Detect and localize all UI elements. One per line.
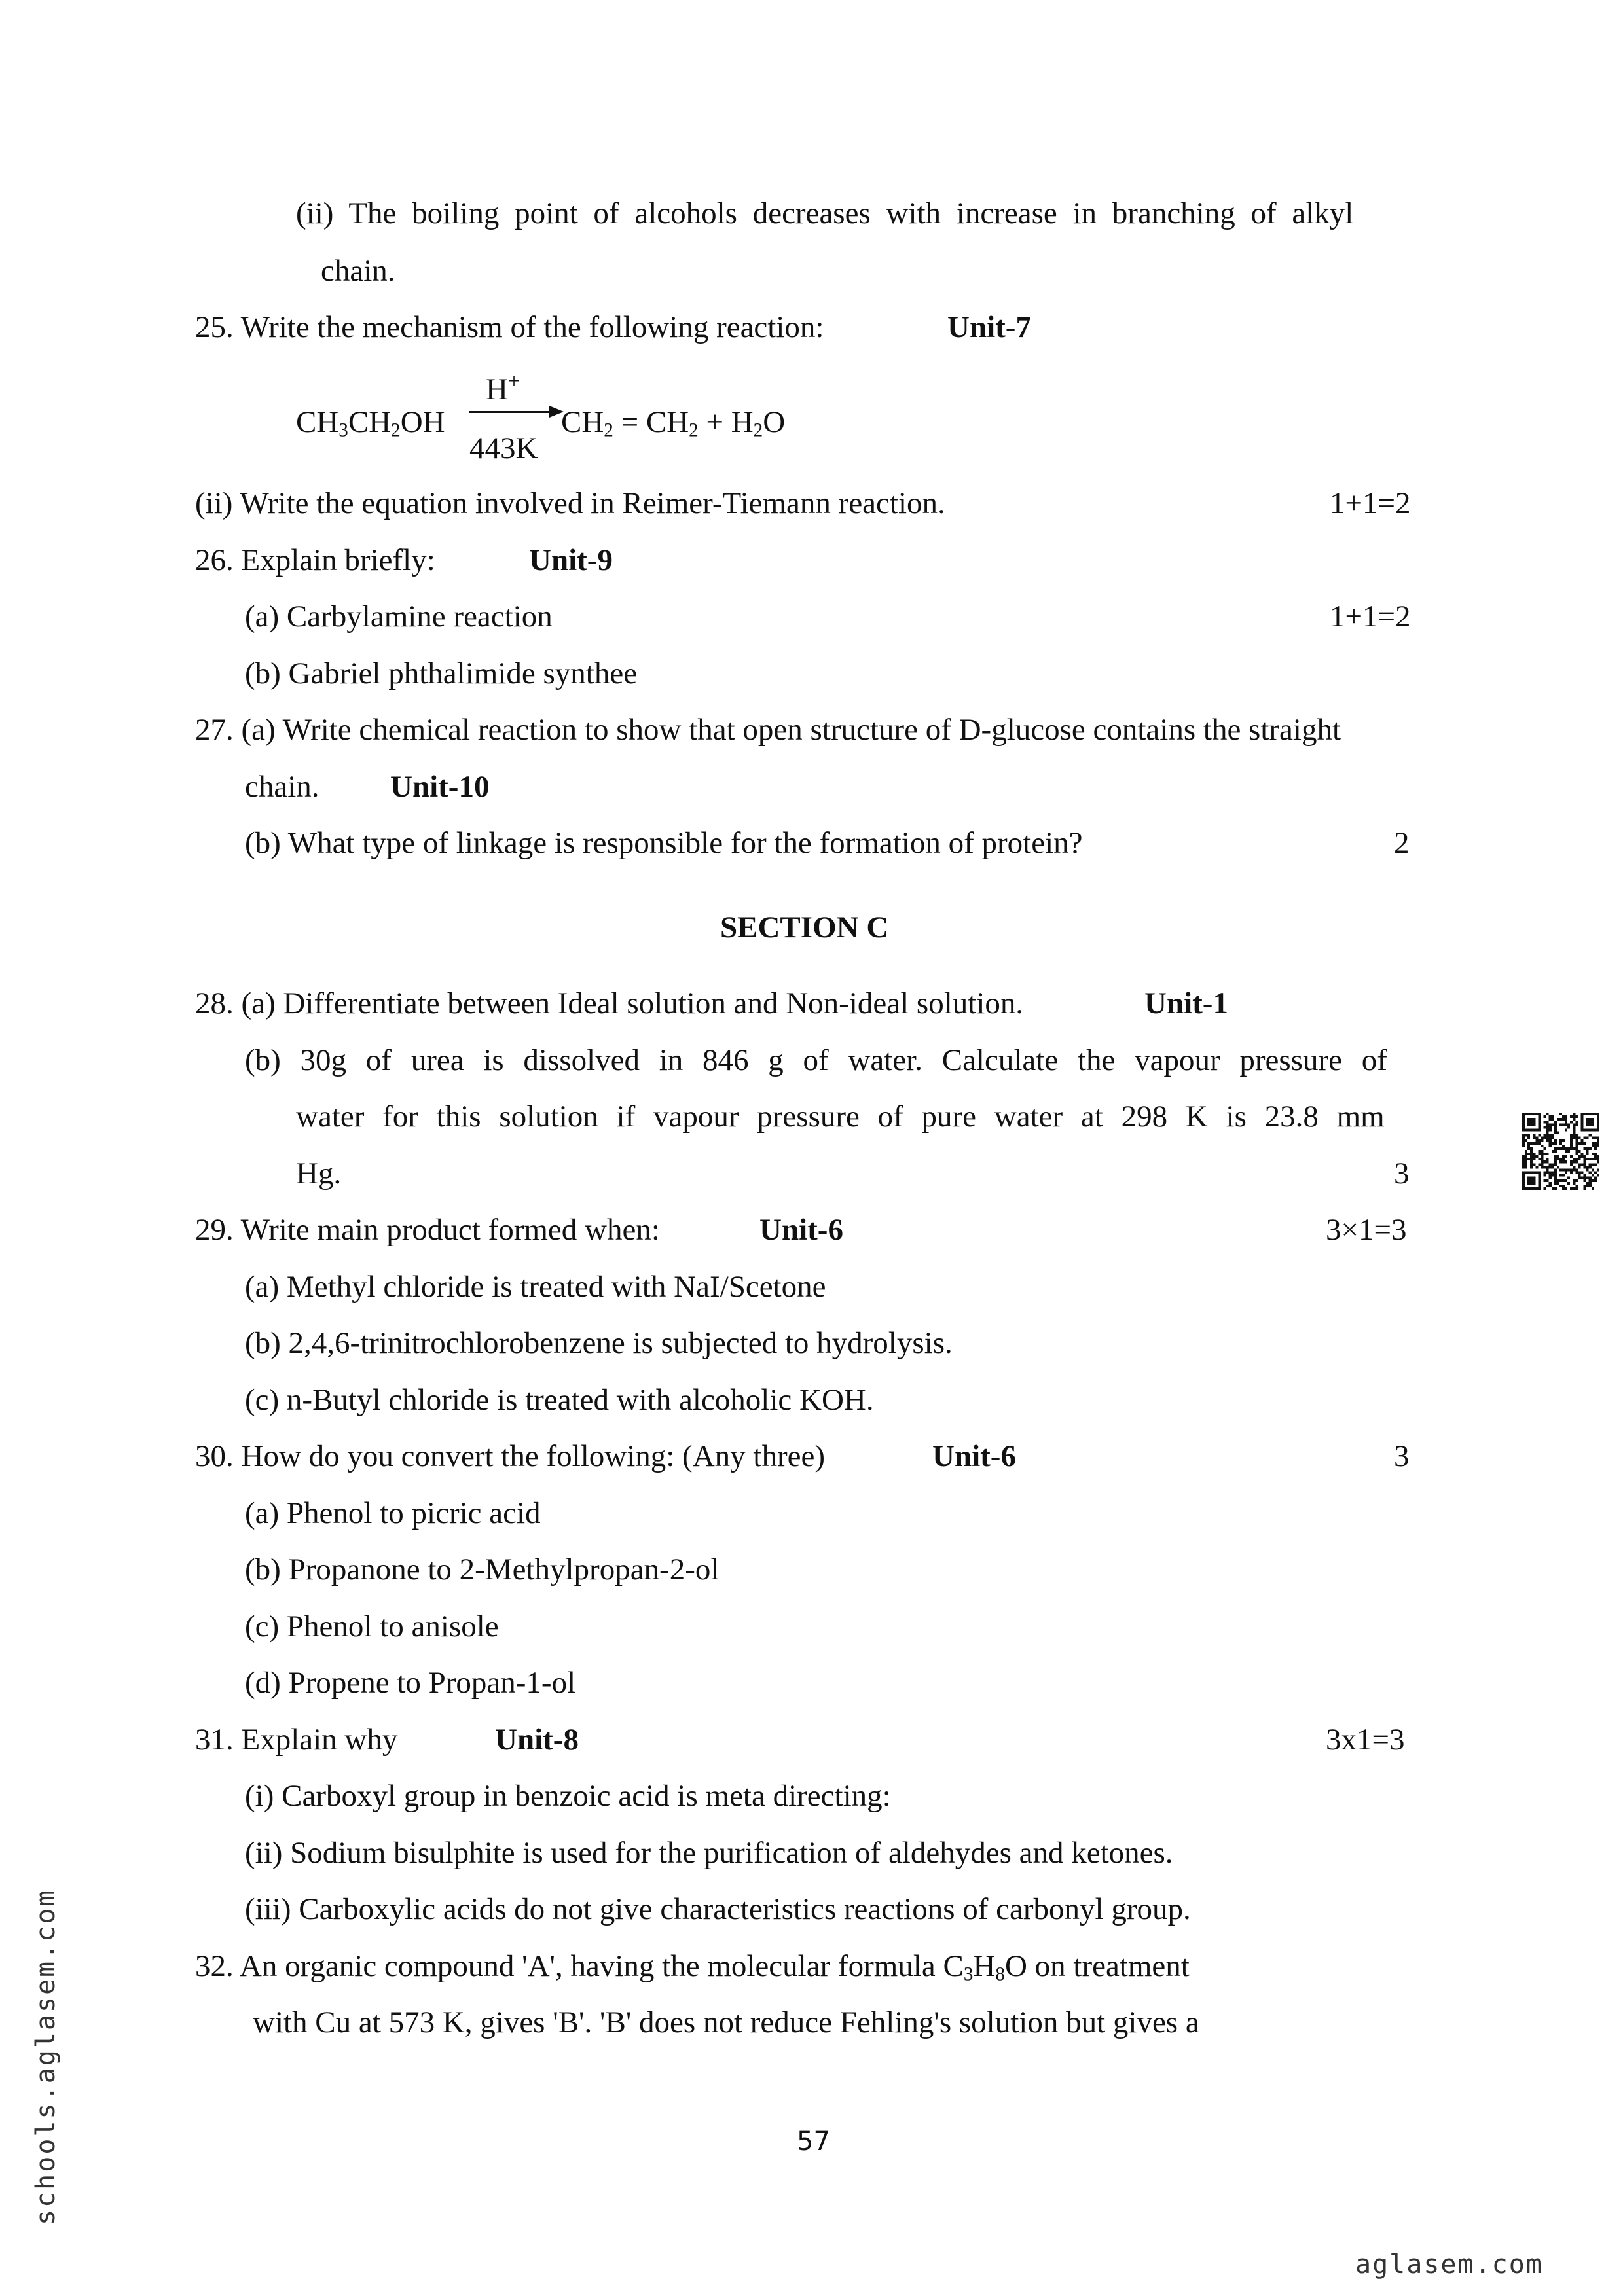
side-watermark: schools.aglasem.com (31, 1888, 61, 2225)
q29-marks: 3×1=3 (1326, 1213, 1407, 1247)
q28-part-b-line-2: water for this solution if vapour pressure of pure water at 298 K is 23.8 mm (296, 1100, 1385, 1134)
q29-part-c: (c) n-Butyl chloride is treated with alcoholic KOH. (245, 1383, 874, 1417)
q27-part-a: 27. (a) Write chemical reaction to show that open structure of D-glucose contains the straight (195, 713, 1341, 747)
q29-question: 29. Write main product formed when: (195, 1213, 660, 1247)
q31-part-ii: (ii) Sodium bisulphite is used for the purification of aldehydes and ketones. (245, 1836, 1173, 1870)
reaction-reactant: $CH_3CH_2OH$ (296, 405, 445, 441)
q26-part-a: (a) Carbylamine reaction (245, 600, 553, 634)
section-heading: SECTION C (720, 910, 889, 944)
q31-part-i: (i) Carboxyl group in benzoic acid is meta directing: (245, 1779, 891, 1813)
q29-part-b: (b) 2,4,6-trinitrochlorobenzene is subjected to hydrolysis. (245, 1326, 953, 1360)
reaction-temperature: 443K (469, 431, 538, 465)
q30-part-d: (d) Propene to Propan-1-ol (245, 1666, 576, 1700)
reaction-catalyst: H+ (486, 369, 520, 406)
q25-unit: Unit-7 (947, 310, 1031, 344)
q31-question: 31. Explain why (195, 1723, 398, 1757)
qr-code-icon (1522, 1113, 1599, 1190)
page-number: 57 (797, 2126, 830, 2157)
q32-line-1: 32. An organic compound 'A', having the molecular formula $C_3H_8O$ on treatment (195, 1949, 1190, 1985)
q31-part-iii: (iii) Carboxylic acids do not give characteristics reactions of carbonyl group. (245, 1892, 1191, 1926)
q27-part-a-continued: chain. (245, 770, 319, 804)
q28-unit: Unit-1 (1144, 986, 1228, 1020)
q25-marks: 1+1=2 (1330, 486, 1411, 520)
q30-unit: Unit-6 (932, 1439, 1016, 1473)
q31-marks: 3x1=3 (1326, 1723, 1405, 1757)
q28-marks: 3 (1394, 1157, 1410, 1191)
reaction-product: $CH_2 = CH_2 + H_2O$ (561, 405, 786, 441)
q31-unit: Unit-8 (495, 1723, 579, 1757)
q30-part-c: (c) Phenol to anisole (245, 1609, 499, 1643)
footer-watermark: aglasem.com (1355, 2250, 1543, 2280)
q25-question: 25. Write the mechanism of the following reaction: (195, 310, 824, 344)
q26-question: 26. Explain briefly: (195, 543, 435, 577)
q24-ii-line-2: chain. (321, 254, 395, 288)
reaction-arrow-icon (469, 411, 561, 413)
q30-question: 30. How do you convert the following: (Any three) (195, 1439, 825, 1473)
q29-part-a: (a) Methyl chloride is treated with NaI/Scetone (245, 1270, 826, 1304)
q27-marks: 2 (1394, 826, 1410, 860)
q25-part-ii: (ii) Write the equation involved in Reimer-Tiemann reaction. (195, 486, 945, 520)
q30-part-a: (a) Phenol to picric acid (245, 1496, 541, 1530)
q26-marks: 1+1=2 (1330, 600, 1411, 634)
q28-part-b-line-1: (b) 30g of urea is dissolved in 846 g of water. Calculate the vapour pressure of (245, 1043, 1387, 1077)
q28-part-a: 28. (a) Differentiate between Ideal solution and Non-ideal solution. (195, 986, 1024, 1020)
q27-unit: Unit-10 (390, 770, 490, 804)
q30-marks: 3 (1394, 1439, 1410, 1473)
q24-ii-line-1: (ii) The boiling point of alcohols decreases with increase in branching of alkyl (296, 196, 1354, 230)
q26-unit: Unit-9 (529, 543, 613, 577)
q27-part-b: (b) What type of linkage is responsible for the formation of protein? (245, 826, 1083, 860)
q32-line-2: with Cu at 573 K, gives 'B'. 'B' does not reduce Fehling's solution but gives a (253, 2005, 1199, 2039)
q26-part-b: (b) Gabriel phthalimide synthee (245, 656, 638, 691)
q29-unit: Unit-6 (759, 1213, 843, 1247)
q28-part-b-line-3: Hg. (296, 1157, 342, 1191)
q30-part-b: (b) Propanone to 2-Methylpropan-2-ol (245, 1552, 720, 1587)
